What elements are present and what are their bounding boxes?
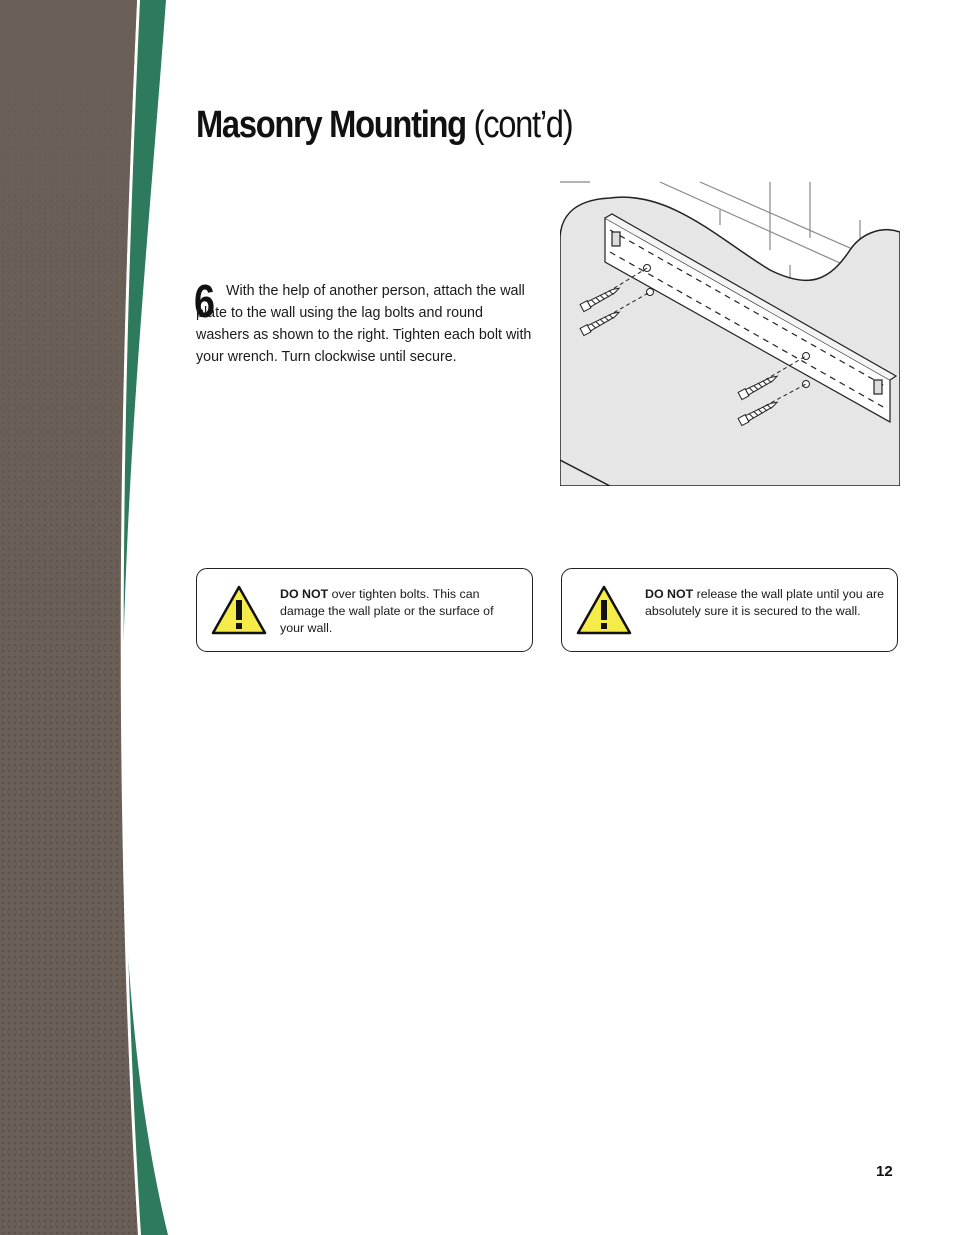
wall-plate-installation-illustration [560,180,900,486]
page-number: 12 [876,1163,893,1180]
warning-box-overtighten [196,568,533,652]
page-title-suffix: (cont’d) [473,104,573,146]
warning-box-release [561,568,898,652]
warning-triangle-icon [210,584,268,636]
warning-emphasis: DO NOT [645,587,694,601]
page-title-main: Masonry Mounting [196,104,466,146]
warning-text [280,586,520,637]
warning-message: release the wall plate until you are absolutely sure it is secured to the wall. [645,587,884,618]
step-instructions-text: With the help of another person, attach the wall plate to the wall using the lag bolts and round washers as shown to the right. Tighten each bolt with your wrench. Turn clockwise until secure. [196,283,532,365]
sidebar-decoration [0,0,175,1235]
step-number: 6 [194,275,215,327]
step-instructions [194,275,532,368]
warning-message: over tighten bolts. This can damage the wall plate or the surface of your wall. [280,587,494,635]
warning-text [645,586,885,620]
page-title [196,104,572,147]
warning-emphasis: DO NOT [280,587,329,601]
warning-triangle-icon [575,584,633,636]
